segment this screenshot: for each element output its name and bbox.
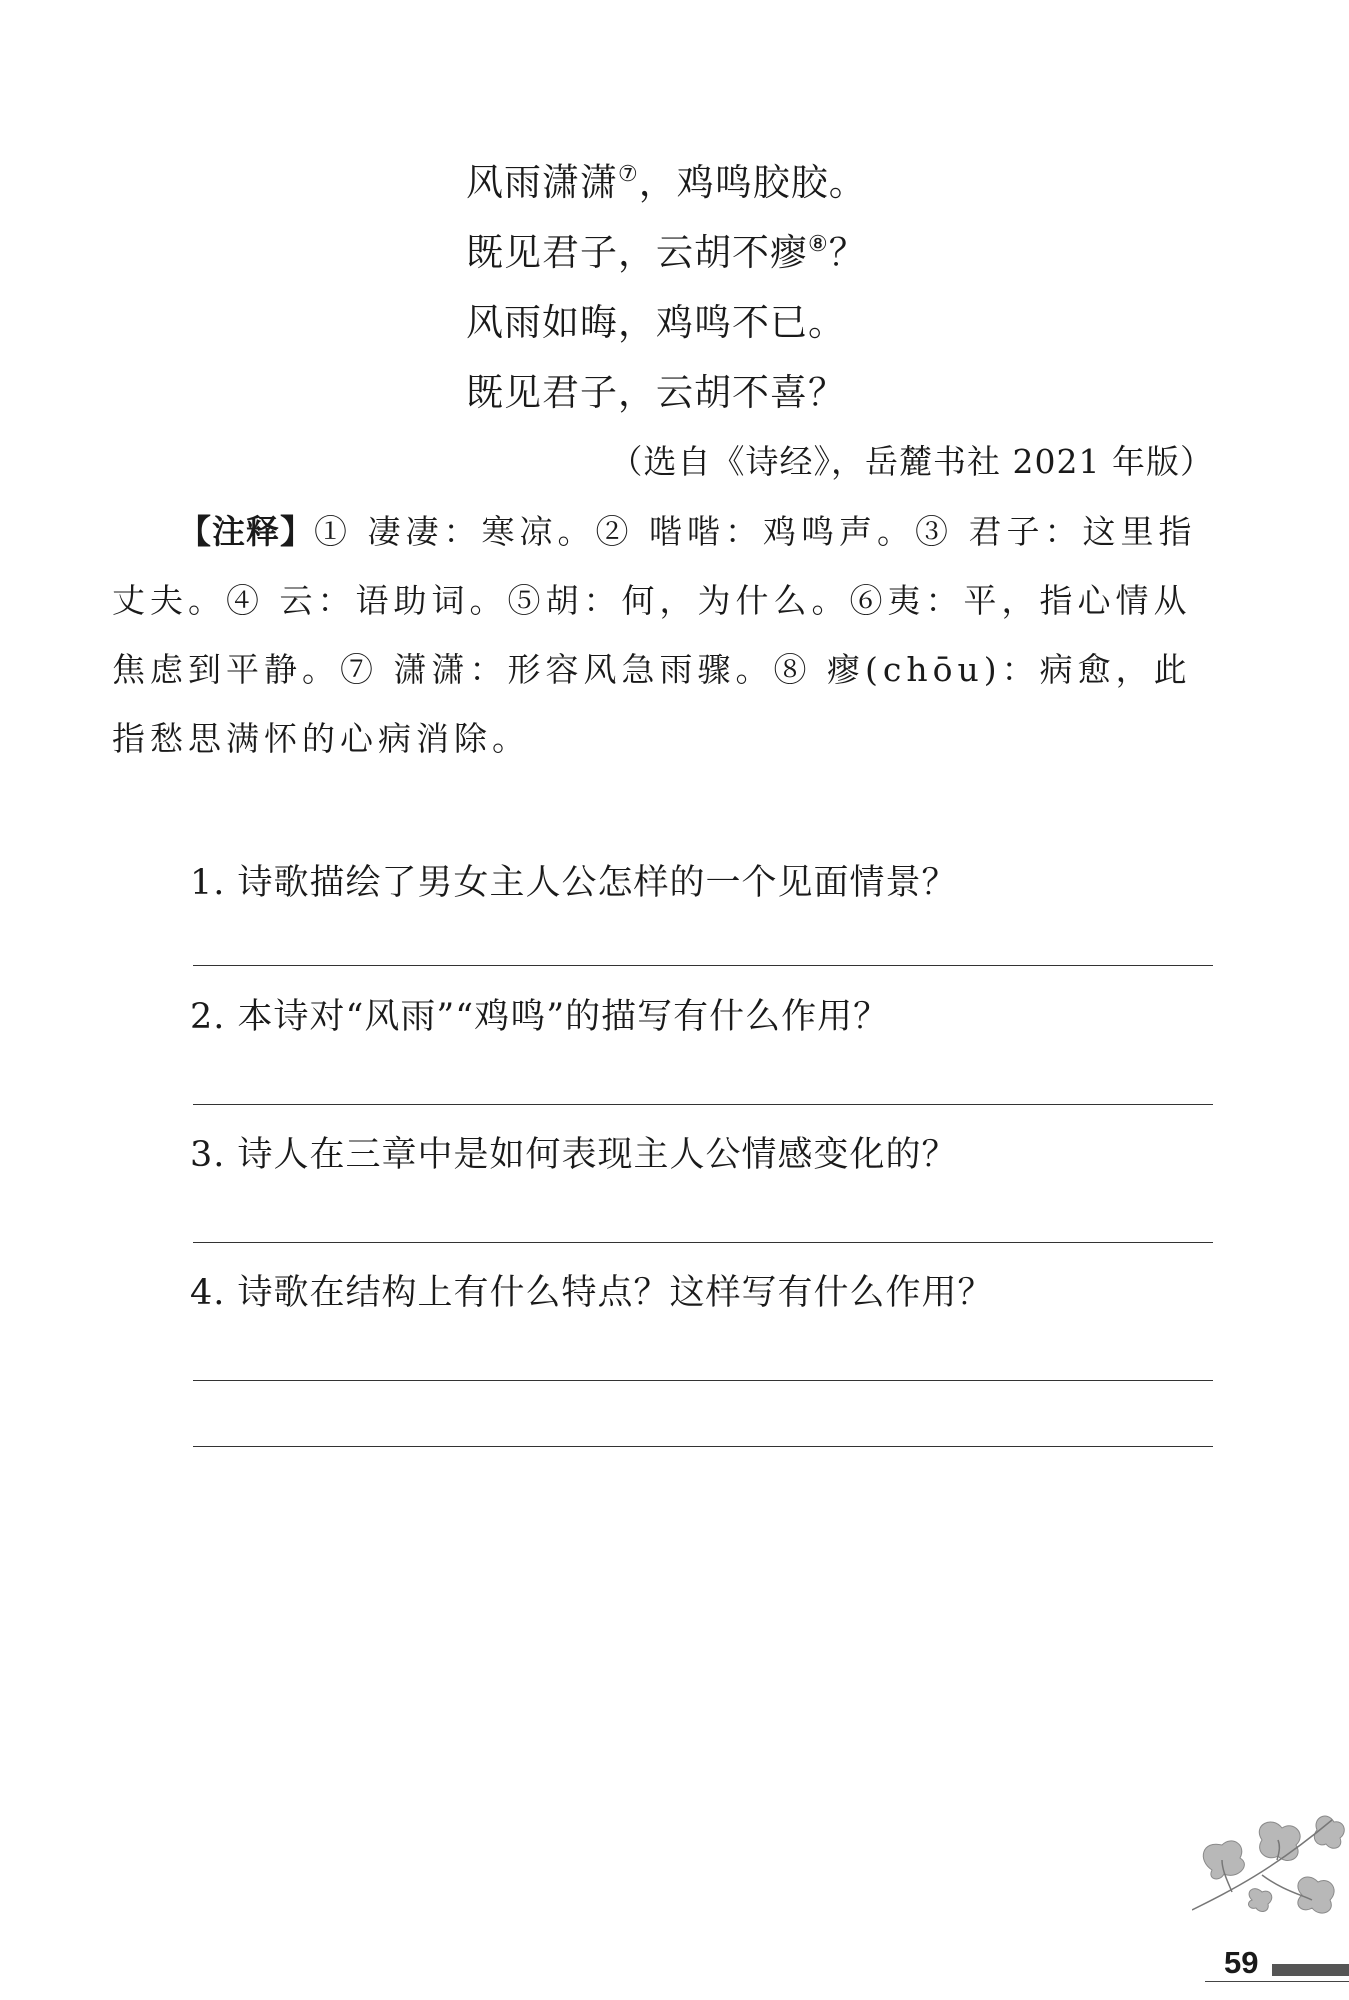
question-4: 4. 诗歌在结构上有什么特点？这样写有什么作用？ bbox=[190, 1273, 994, 1313]
annotations bbox=[112, 497, 1214, 773]
page-number-bar bbox=[1272, 1964, 1349, 1976]
question-1: 1. 诗歌描绘了男女主人公怎样的一个见面情景？ bbox=[190, 863, 958, 903]
answer-line[interactable] bbox=[193, 1104, 1213, 1105]
answer-line[interactable] bbox=[193, 965, 1213, 966]
poem-line: 既见君子，云胡不瘳⑧？ bbox=[466, 231, 867, 274]
page-number: 59 bbox=[1224, 1945, 1259, 1980]
question-3: 3. 诗人在三章中是如何表现主人公情感变化的？ bbox=[190, 1135, 958, 1175]
poem-line: 既见君子，云胡不喜？ bbox=[466, 371, 846, 414]
footnote-marker: ⑦ bbox=[618, 162, 639, 187]
annotations-label: 【注释】 bbox=[178, 512, 314, 551]
poem-line: 风雨潇潇⑦，鸡鸣胶胶。 bbox=[466, 161, 867, 204]
leaf-decoration-icon bbox=[1192, 1800, 1349, 1940]
answer-line[interactable] bbox=[193, 1242, 1213, 1243]
answer-line[interactable] bbox=[193, 1446, 1213, 1447]
annotations-text: ① 凄凄：寒凉。② 喈喈：鸡鸣声。③ 君子：这里指丈夫。④ 云：语助词。⑤胡：何，为什么。⑥夷：平，指心情从焦虑到平静。⑦ 潇潇：形容风急雨骤。⑧ 瘳(chōu)：病愈，此指愁思满怀的心病消除。 bbox=[112, 512, 1197, 758]
question-2: 2. 本诗对“风雨”“鸡鸣”的描写有什么作用？ bbox=[190, 997, 890, 1037]
page-number-rule bbox=[1205, 1981, 1349, 1982]
poem-source: （选自《诗经》，岳麓书社 2021 年版） bbox=[609, 442, 1214, 481]
poem-line: 风雨如晦，鸡鸣不已。 bbox=[466, 301, 846, 344]
footnote-marker: ⑧ bbox=[808, 232, 829, 257]
answer-line[interactable] bbox=[193, 1380, 1213, 1381]
